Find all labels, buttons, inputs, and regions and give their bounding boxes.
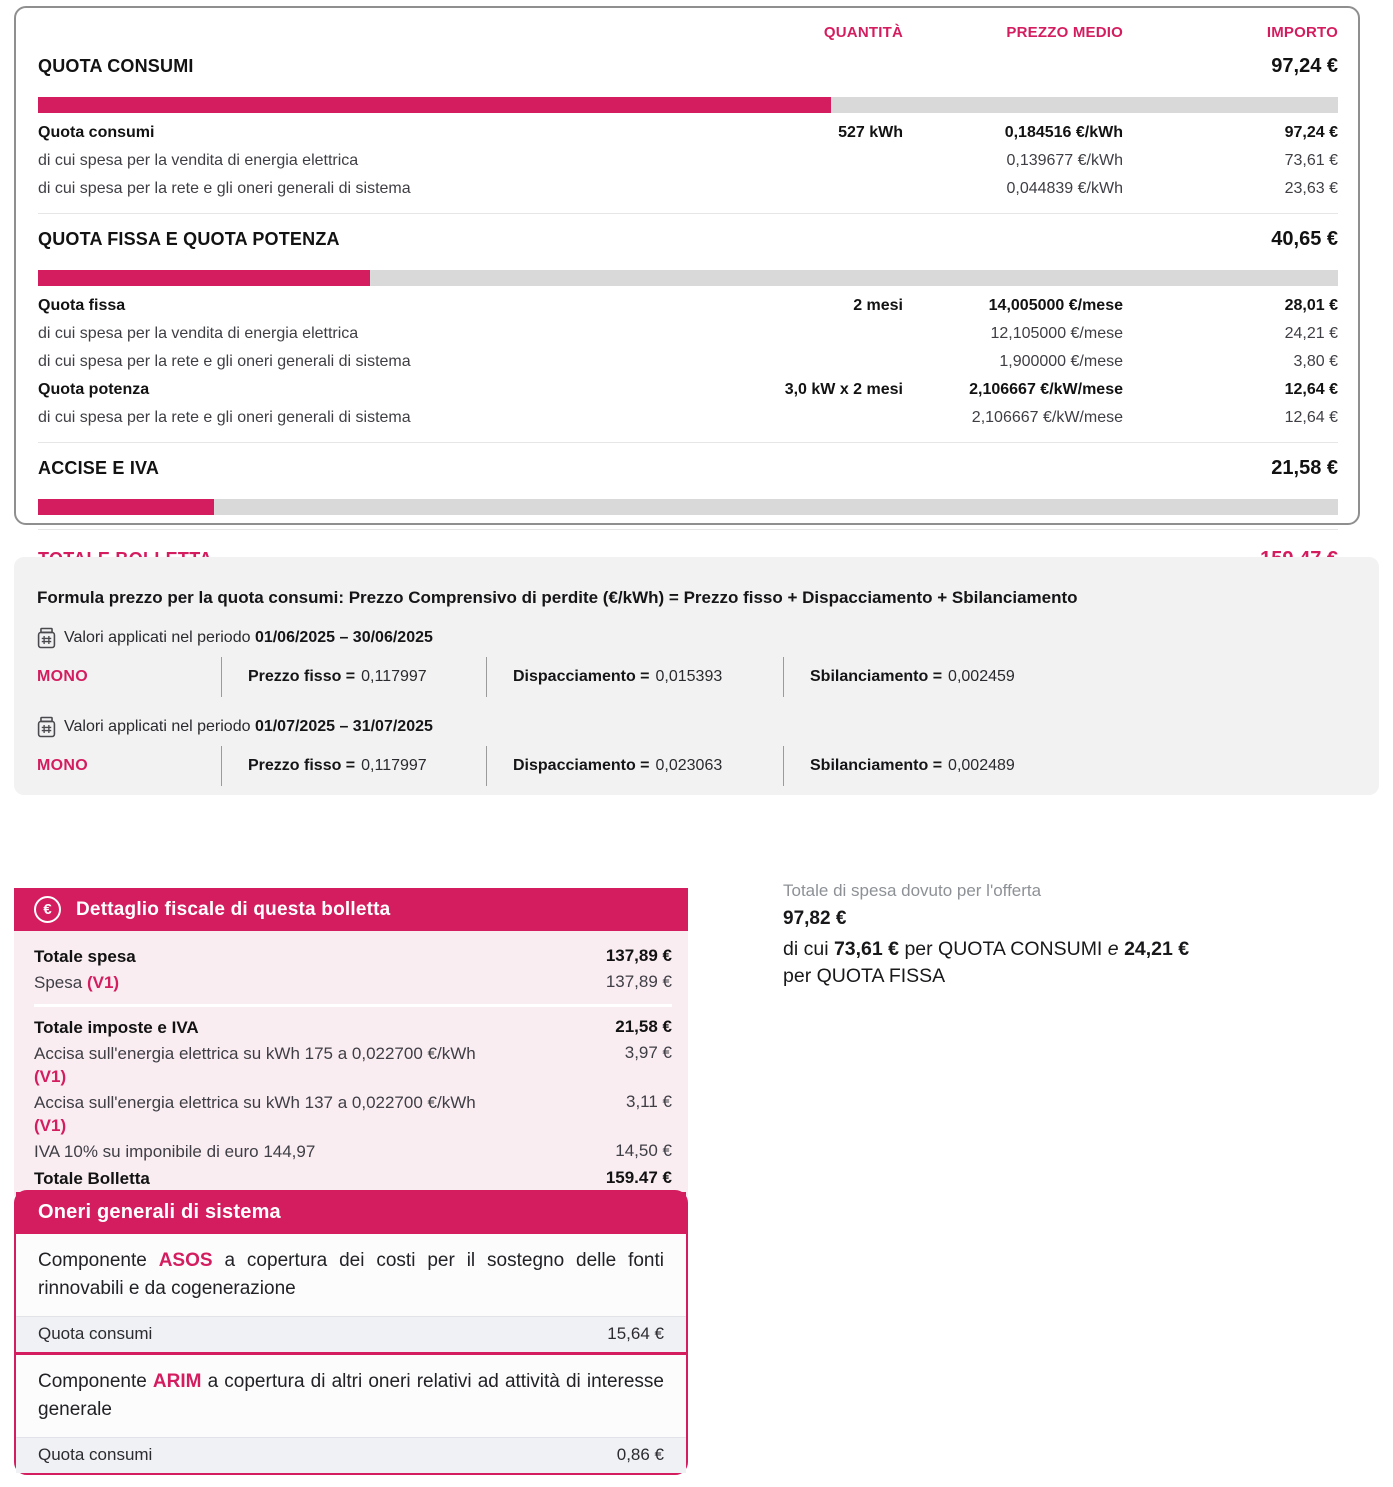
fiscal-label-text: Totale Bolletta <box>34 1168 150 1188</box>
period-intro: Valori applicati nel periodo <box>64 718 251 735</box>
table-column-headers <box>38 20 1338 41</box>
period-line <box>37 627 1355 649</box>
value-label: Dispacciamento = <box>513 668 650 685</box>
fiscal-label-text: Accisa sull'energia elettrica su kWh 137 a 0,022700 €/kWh <box>34 1093 476 1113</box>
tariff-label: MONO <box>37 668 88 685</box>
fiscal-row <box>34 1041 672 1090</box>
fiscal-row-label <box>34 1092 489 1137</box>
fiscal-label-text: Accisa sull'energia elettrica su kWh 175 a 0,022700 €/kWh <box>34 1044 476 1064</box>
fiscal-detail-card <box>14 888 688 1188</box>
row-label: di cui spesa per la rete e gli oneri generali di sistema <box>38 180 411 197</box>
value-label: Prezzo fisso = <box>248 757 356 774</box>
fiscal-card-header <box>14 888 688 931</box>
row-amount: 3,80 € <box>1293 353 1338 370</box>
row-label: di cui spesa per la vendita di energia elettrica <box>38 325 359 342</box>
section-total: 21,58 € <box>1271 457 1338 479</box>
component-code: ASOS <box>158 1250 213 1271</box>
bill-summary-card <box>14 6 1360 525</box>
value-label: Sbilanciamento = <box>810 757 943 774</box>
row-label: di cui spesa per la rete e gli oneri generali di sistema <box>38 409 411 426</box>
oneri-generali-card <box>14 1190 688 1475</box>
value-cell <box>221 746 486 786</box>
column-header-prezzo-medio: PREZZO MEDIO <box>1006 24 1123 41</box>
row-amount: 12,64 € <box>1284 381 1338 398</box>
fiscal-row-value: 3,97 € <box>624 1043 672 1063</box>
value-number: 0,117997 <box>361 757 427 774</box>
oneri-card-title: Oneri generali di sistema <box>38 1201 281 1223</box>
share-bar-fill <box>38 499 214 515</box>
value-number: 0,015393 <box>655 668 723 685</box>
row-price: 12,105000 €/mese <box>990 325 1123 342</box>
oneri-row-label: Quota consumi <box>38 1445 153 1465</box>
row-quantity: 3,0 kW x 2 mesi <box>784 381 903 398</box>
section-divider <box>38 442 1338 443</box>
fiscal-row <box>34 1015 672 1041</box>
offer-note-amount: 97,82 € <box>783 908 847 929</box>
value-cell <box>783 746 1355 786</box>
calculator-icon <box>37 716 56 738</box>
row-label: di cui spesa per la rete e gli oneri generali di sistema <box>38 353 411 370</box>
row-amount: 24,21 € <box>1284 325 1338 342</box>
oneri-quota-row <box>16 1316 686 1352</box>
fiscal-card-title: Dettaglio fiscale di questa bolletta <box>76 898 391 920</box>
period-intro-text <box>64 718 433 736</box>
section-title: QUOTA FISSA E QUOTA POTENZA <box>38 229 340 249</box>
row-label: Quota fissa <box>38 297 126 314</box>
fiscal-row-value: 14,50 € <box>615 1141 672 1161</box>
fiscal-row-label <box>34 1168 150 1190</box>
fiscal-v1-tag: (V1) <box>34 1066 67 1086</box>
fiscal-row-value: 137,89 € <box>605 972 672 992</box>
value-label: Sbilanciamento = <box>810 668 943 685</box>
component-pre-text: Componente <box>38 1250 147 1271</box>
period-range: 01/07/2025 – 31/07/2025 <box>254 718 433 735</box>
oneri-row-label: Quota consumi <box>38 1324 153 1344</box>
row-label: di cui spesa per la vendita di energia elettrica <box>38 152 359 169</box>
row-price: 0,184516 €/kWh <box>1004 124 1123 141</box>
fiscal-divider <box>34 1004 672 1007</box>
offer-detail-conjunction: e <box>1107 938 1119 960</box>
row-price: 0,044839 €/kWh <box>1006 180 1123 197</box>
value-cell <box>486 657 783 697</box>
section-rows <box>38 119 1338 203</box>
oneri-card-header <box>16 1192 686 1234</box>
value-number: 0,117997 <box>361 668 427 685</box>
section-title: ACCISE E IVA <box>38 458 160 478</box>
table-row <box>38 320 1338 348</box>
fiscal-row-label <box>34 1017 199 1039</box>
calculator-icon <box>37 627 56 649</box>
offer-total-note <box>783 881 1221 990</box>
section-total: 40,65 € <box>1271 228 1338 250</box>
offer-detail-amount2: 24,21 € <box>1124 938 1190 960</box>
section-quota-fissa-potenza <box>38 228 1338 251</box>
row-amount: 97,24 € <box>1284 124 1338 141</box>
fiscal-row <box>34 1090 672 1139</box>
section-total: 97,24 € <box>1271 55 1338 77</box>
period-line <box>37 716 1355 738</box>
value-number: 0,023063 <box>655 757 723 774</box>
component-post-text: a copertura dei costi per il sostegno delle fonti rinnovabili e da cogenerazione <box>38 1250 665 1299</box>
row-amount: 23,63 € <box>1284 180 1338 197</box>
section-divider <box>38 213 1338 214</box>
fiscal-row-value: 137,89 € <box>605 946 672 965</box>
row-amount: 28,01 € <box>1284 297 1338 314</box>
section-rows <box>38 292 1338 432</box>
table-row <box>38 404 1338 432</box>
value-number: 0,002489 <box>948 757 1015 774</box>
period-values-row <box>37 746 1355 786</box>
fiscal-label-text: Totale imposte e IVA <box>34 1017 199 1037</box>
fiscal-card-body <box>14 931 688 1196</box>
table-row <box>38 292 1338 320</box>
row-quantity: 527 kWh <box>838 124 903 141</box>
section-quota-consumi <box>38 55 1338 78</box>
tariff-label: MONO <box>37 757 88 774</box>
oneri-row-value: 15,64 € <box>607 1324 664 1344</box>
fiscal-row <box>34 944 672 970</box>
period-intro: Valori applicati nel periodo <box>64 629 251 646</box>
share-bar-fill <box>38 270 370 286</box>
row-amount: 12,64 € <box>1284 409 1338 426</box>
row-label: Quota consumi <box>38 124 155 141</box>
row-quantity: 2 mesi <box>853 297 903 314</box>
row-price: 1,900000 €/mese <box>999 353 1123 370</box>
fiscal-label-text: Totale spesa <box>34 947 136 966</box>
value-label: Dispacciamento = <box>513 757 650 774</box>
offer-detail-prefix: di cui <box>783 938 829 960</box>
fiscal-row <box>34 970 672 996</box>
table-row <box>38 119 1338 147</box>
value-number: 0,002459 <box>948 668 1015 685</box>
fiscal-row-label <box>34 946 136 968</box>
fiscal-label-text: IVA 10% su imponibile di euro 144,97 <box>34 1142 316 1162</box>
row-label: Quota potenza <box>38 381 150 398</box>
value-cell <box>783 657 1355 697</box>
column-header-importo: IMPORTO <box>1266 24 1338 41</box>
fiscal-row-value: 3,11 € <box>625 1092 672 1112</box>
fiscal-v1-tag: (V1) <box>34 1115 67 1135</box>
share-bar-fill <box>38 97 831 113</box>
column-header-quantita: QUANTITÀ <box>823 24 903 41</box>
price-formula-box <box>14 557 1379 795</box>
component-code: ARIM <box>152 1371 202 1393</box>
row-price: 2,106667 €/kW/mese <box>969 381 1123 398</box>
offer-note-detail <box>783 936 1221 990</box>
share-bar-track <box>38 499 1338 515</box>
formula-title: Formula prezzo per la quota consumi: Prezzo Comprensivo di perdite (€/kWh) = Prezzo fisso + Dispacciamento + Sbilanciamento <box>37 588 1078 607</box>
column-spacer <box>38 24 598 41</box>
section-accise-iva <box>38 457 1338 480</box>
offer-detail-mid: per QUOTA CONSUMI <box>904 938 1103 960</box>
period-values-row <box>37 657 1355 697</box>
fiscal-row-label <box>34 972 119 994</box>
share-bar-track <box>38 270 1338 286</box>
table-row <box>38 348 1338 376</box>
offer-detail-amount1: 73,61 € <box>833 938 900 960</box>
oneri-row-value: 0,86 € <box>616 1445 664 1465</box>
tariff-cell <box>37 746 221 786</box>
value-cell <box>486 746 783 786</box>
component-pre-text: Componente <box>38 1371 147 1393</box>
section-title: QUOTA CONSUMI <box>38 56 194 76</box>
period-range: 01/06/2025 – 30/06/2025 <box>254 629 433 646</box>
table-row <box>38 376 1338 404</box>
oneri-quota-row <box>16 1437 686 1473</box>
fiscal-label-text: Spesa <box>34 973 87 993</box>
row-price: 0,139677 €/kWh <box>1006 152 1123 169</box>
offer-detail-suffix: per QUOTA FISSA <box>783 964 946 987</box>
value-label: Prezzo fisso = <box>248 668 356 685</box>
period-intro-text <box>64 629 433 647</box>
value-cell <box>221 657 486 697</box>
share-bar-track <box>38 97 1338 113</box>
tariff-cell <box>37 657 221 697</box>
fiscal-row <box>34 1139 672 1165</box>
oneri-component-description <box>16 1234 686 1316</box>
row-amount: 73,61 € <box>1284 152 1338 169</box>
euro-circle-icon: € <box>34 896 61 923</box>
row-price: 2,106667 €/kW/mese <box>971 409 1123 426</box>
component-post-text: a copertura di altri oneri relativi ad attività di interesse generale <box>38 1371 664 1420</box>
fiscal-row-label <box>34 1141 315 1163</box>
table-row <box>38 175 1338 203</box>
fiscal-row-label <box>34 1043 489 1088</box>
oneri-component-description <box>16 1355 686 1437</box>
fiscal-row-value: 21,58 € <box>615 1016 672 1036</box>
offer-note-title: Totale di spesa dovuto per l'offerta <box>783 881 1042 900</box>
fiscal-row-value: 159.47 € <box>605 1167 672 1187</box>
table-row <box>38 147 1338 175</box>
fiscal-row <box>34 1166 672 1192</box>
fiscal-v1-tag: (V1) <box>86 973 120 993</box>
row-price: 14,005000 €/mese <box>988 297 1123 314</box>
